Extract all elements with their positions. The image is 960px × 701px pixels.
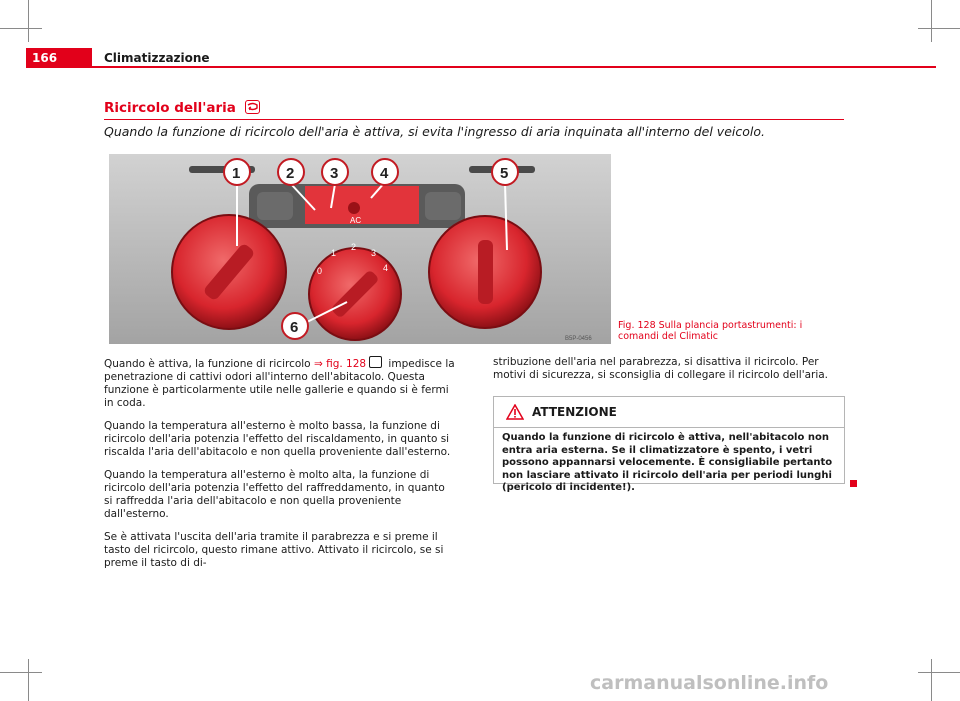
svg-text:5: 5: [500, 165, 509, 182]
callout-4: [372, 159, 398, 185]
svg-text:2: 2: [286, 165, 295, 182]
crop-mark: [931, 0, 932, 42]
paragraph: Quando la temperatura all'esterno è molto alta, la funzione di ricircolo dell'aria potenzia l'effetto del raffreddamento, in quanto si raffredda l'aria dell'abitacolo e non quella proveniente dall'esterno.: [104, 469, 445, 520]
warning-text: Quando la funzione di ricircolo è attiva, nell'abitacolo non entra aria esterna. Se il climatizzatore è spento, i vetri possono appannarsi velocemente. È consigliabile pertanto non lasciare attivato il ricircolo dell'aria per periodi lunghi (pericolo di incidente!).: [502, 432, 833, 493]
paragraph: Quando la temperatura all'esterno è molto bassa, la funzione di ricircolo dell'aria potenzia l'effetto del riscaldamento, in quanto si riscalda l'aria dell'abitacolo e non quella proveniente dall'esterno.: [104, 420, 451, 458]
watermark: carmanualsonline.info: [590, 672, 829, 694]
air-distribution-knob-grip: [478, 240, 493, 304]
chapter-title: Climatizzazione: [104, 51, 210, 65]
svg-text:1: 1: [232, 165, 241, 182]
fan-speed-label: 0: [317, 266, 323, 276]
crop-mark: [28, 0, 29, 42]
left-column: [104, 356, 456, 580]
header-rule: [26, 66, 936, 68]
heated-seat-left-button: [257, 192, 293, 220]
warning-title: ATTENZIONE: [532, 405, 617, 419]
callout-6: [282, 313, 308, 339]
crop-mark: [918, 28, 960, 29]
svg-text:4: 4: [380, 165, 389, 182]
crop-mark: [0, 672, 42, 673]
fan-speed-label: 1: [331, 248, 337, 258]
recirculation-icon: [369, 356, 382, 368]
section-end-marker: [850, 480, 857, 487]
recirculation-button: [381, 186, 419, 224]
warning-triangle-icon: [506, 404, 524, 420]
climatic-controls-figure: [109, 154, 611, 344]
ac-indicator: [348, 202, 360, 214]
paragraph: Se è attivata l'uscita dell'aria tramite il parabrezza e si preme il tasto del ricircolo, questo rimane attivo. Attivato il ricircolo, se si preme il tasto di di-: [104, 531, 444, 569]
section-rule: [104, 119, 844, 120]
paragraph: stribuzione dell'aria nel parabrezza, si disattiva il ricircolo. Per motivi di sicurezza, si sconsiglia di collegare il ricircolo dell'aria.: [493, 356, 829, 381]
figure-caption: Fig. 128 Sulla plancia portastrumenti: i comandi del Climatic: [618, 320, 803, 342]
svg-text:3: 3: [330, 165, 339, 182]
crop-mark: [918, 672, 960, 673]
crop-mark: [28, 659, 29, 701]
recirculation-icon: [245, 100, 260, 114]
svg-text:6: 6: [290, 319, 299, 336]
crop-mark: [0, 28, 42, 29]
warning-header: [494, 397, 844, 428]
callout-2: [278, 159, 304, 185]
figure-code: B5P-0456: [565, 336, 592, 342]
warning-box: [493, 396, 845, 493]
heated-seat-right-button: [425, 192, 461, 220]
right-column: [493, 356, 845, 392]
crop-mark: [931, 659, 932, 701]
section-title: [104, 100, 260, 116]
figure-link[interactable]: ⇒ fig. 128: [313, 358, 367, 370]
fan-speed-label: 2: [351, 242, 357, 252]
fan-speed-label: 4: [383, 263, 389, 273]
callout-3: [322, 159, 348, 185]
callout-5: [492, 159, 518, 185]
fan-speed-label: 3: [371, 248, 377, 258]
callout-1: [224, 159, 250, 185]
ac-label: AC: [350, 216, 362, 225]
section-intro: Quando la funzione di ricircolo dell'aria è attiva, si evita l'ingresso di aria inquinata all'interno del veicolo.: [104, 124, 765, 139]
page-number: 166: [26, 48, 92, 68]
section-title-text: Ricircolo dell'aria: [104, 100, 236, 116]
paragraph: Quando è attiva, la funzione di ricircolo ⇒ fig. 128 impedisce la penetrazione di cattivi odori all'interno dell'abitacolo. Questa funzione è particolarmente utile nelle gallerie e quando si è fermi in coda.: [104, 358, 455, 409]
